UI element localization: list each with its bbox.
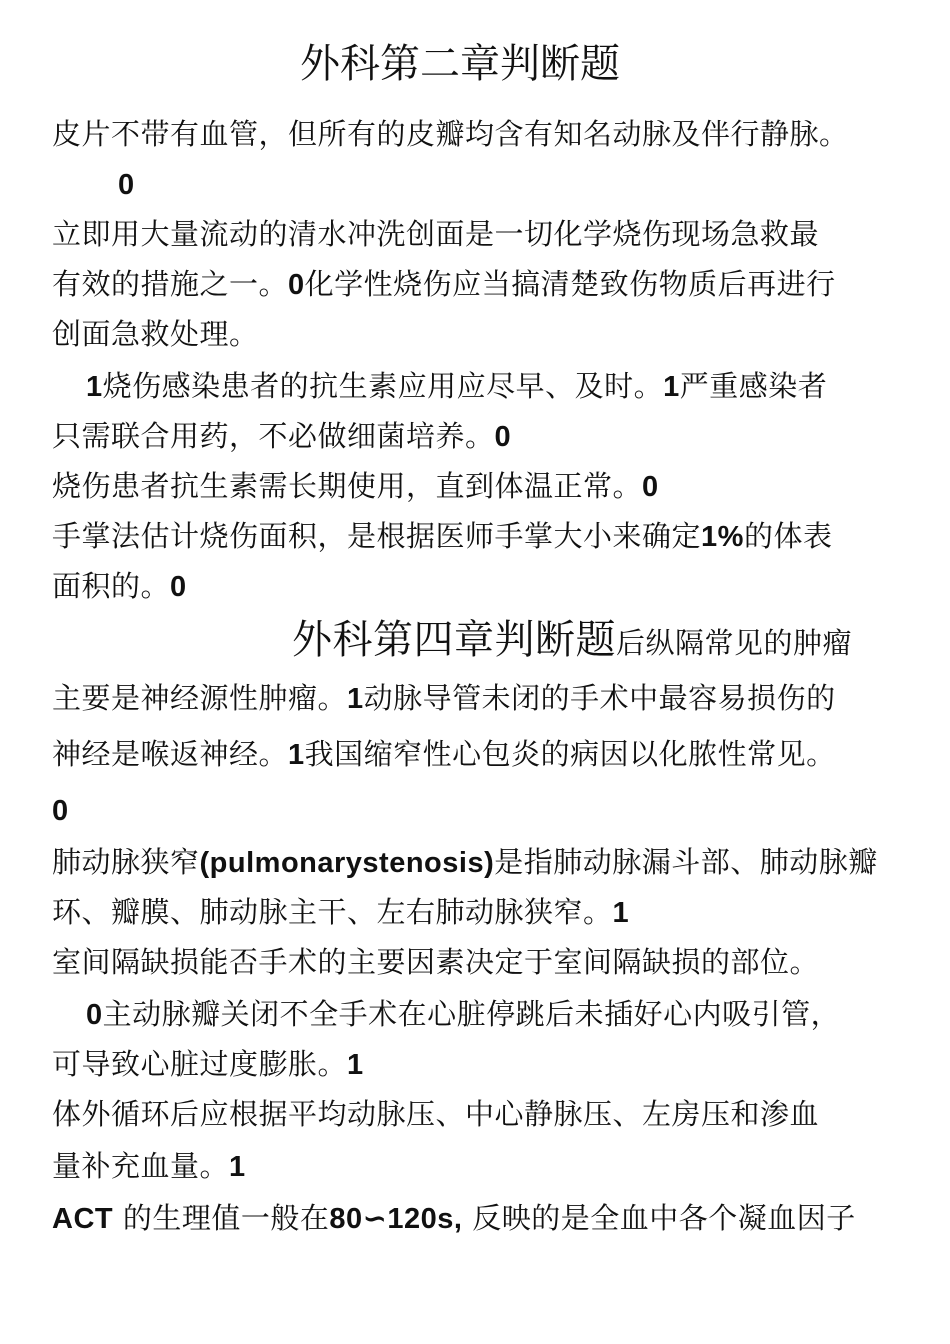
question-text: 肺动脉狭窄 (52, 845, 200, 879)
answer-line (118, 164, 135, 205)
question-text: 创面急救处理。 (52, 317, 259, 351)
question-line (52, 1094, 819, 1134)
question-line (52, 416, 511, 457)
question-text: 皮片不带有血管，但所有的皮瓣均含有知名动脉及伴行静脉。 (52, 117, 849, 151)
latin-term: (pulmonarystenosis) (199, 847, 495, 879)
question-text: 可导致心脏过度膨胀。 (52, 1047, 348, 1081)
question-text: 严重感染者 (679, 369, 828, 403)
answer-mark: 0 (52, 795, 69, 827)
answer-mark: 0 (170, 571, 187, 603)
answer-mark: 0 (86, 999, 103, 1031)
question-text: 环、瓣膜、肺动脉主干、左右肺动脉狭窄。 (52, 895, 613, 929)
answer-mark: 1 (663, 371, 680, 403)
question-text: 只需联合用药，不必做细菌培养。 (52, 419, 495, 453)
answer-mark: 0 (494, 421, 512, 453)
question-text: 手掌法估计烧伤面积，是根据医师手掌大小来确定 (52, 519, 702, 553)
comma: , (453, 1203, 463, 1235)
question-line (52, 942, 819, 982)
question-line (52, 314, 259, 354)
question-text: 的体表 (743, 519, 833, 553)
question-text: 是指肺动脉漏斗部、肺动脉瓣 (494, 845, 878, 879)
question-line (52, 1198, 856, 1239)
question-text: 立即用大量流动的清水冲洗创面是一切化学烧伤现场急救最 (52, 217, 820, 251)
chapter-4-heading-line (292, 614, 852, 666)
question-text: 烧伤感染患者的抗生素应用应尽早、及时。 (102, 369, 664, 403)
chapter-4-title: 外科第四章判断题 (292, 617, 616, 663)
question-line (52, 214, 819, 254)
question-text: 我国缩窄性心包炎的病因以化脓性常见。 (304, 737, 836, 771)
question-text: 有效的措施之一。 (52, 267, 289, 301)
range-value: 80∽120s (329, 1203, 454, 1235)
question-line (52, 516, 832, 557)
question-text: 面积的。 (52, 569, 171, 603)
question-line (52, 566, 187, 607)
answer-mark: 1 (288, 739, 305, 771)
answer-mark: 1 (347, 683, 364, 715)
question-line (86, 366, 827, 407)
question-line (52, 842, 878, 883)
question-line (52, 114, 849, 154)
answer-line (52, 790, 69, 831)
answer-mark: 1 (347, 1049, 364, 1081)
question-text: 烧伤患者抗生素需长期使用，直到体温正常。 (52, 469, 643, 503)
question-text: 室间隔缺损能否手术的主要因素决定于室间隔缺损的部位。 (52, 945, 820, 979)
question-text: 主要是神经源性肿瘤。 (52, 681, 348, 715)
answer-mark: 1 (86, 371, 103, 403)
percent-value: 1% (701, 521, 744, 553)
answer-mark: 0 (288, 269, 305, 301)
question-text: 体外循环后应根据平均动脉压、中心静脉压、左房压和渗血 (52, 1097, 820, 1131)
question-line (52, 1146, 246, 1187)
question-text: 主动脉瓣关闭不全手术在心脏停跳后未插好心内吸引管， (102, 997, 841, 1031)
answer-mark: 1 (229, 1151, 246, 1183)
question-line (52, 892, 629, 933)
question-text: 化学性烧伤应当搞清楚致伤物质后再进行 (304, 267, 836, 301)
question-line (52, 466, 659, 507)
question-line (52, 264, 836, 305)
answer-mark: 0 (642, 471, 659, 503)
answer-mark: 1 (612, 897, 630, 929)
question-line (52, 678, 836, 719)
question-line (52, 734, 836, 775)
question-text: 量补充血量。 (52, 1149, 230, 1183)
question-text: 神经是喉返神经。 (52, 737, 289, 771)
question-line (52, 1044, 364, 1085)
question-text: 动脉导管未闭的手术中最容易损伤的 (363, 681, 836, 715)
act-term: ACT (52, 1203, 114, 1235)
answer-mark: 0 (118, 169, 135, 201)
question-text: 的生理值一般在 (122, 1201, 330, 1235)
chapter-2-title: 外科第二章判断题 (300, 41, 620, 87)
question-text: 后纵隔常见的肿瘤 (616, 626, 853, 660)
question-text: 反映的是全血中各个凝血因子 (472, 1201, 856, 1235)
question-line (86, 994, 840, 1035)
